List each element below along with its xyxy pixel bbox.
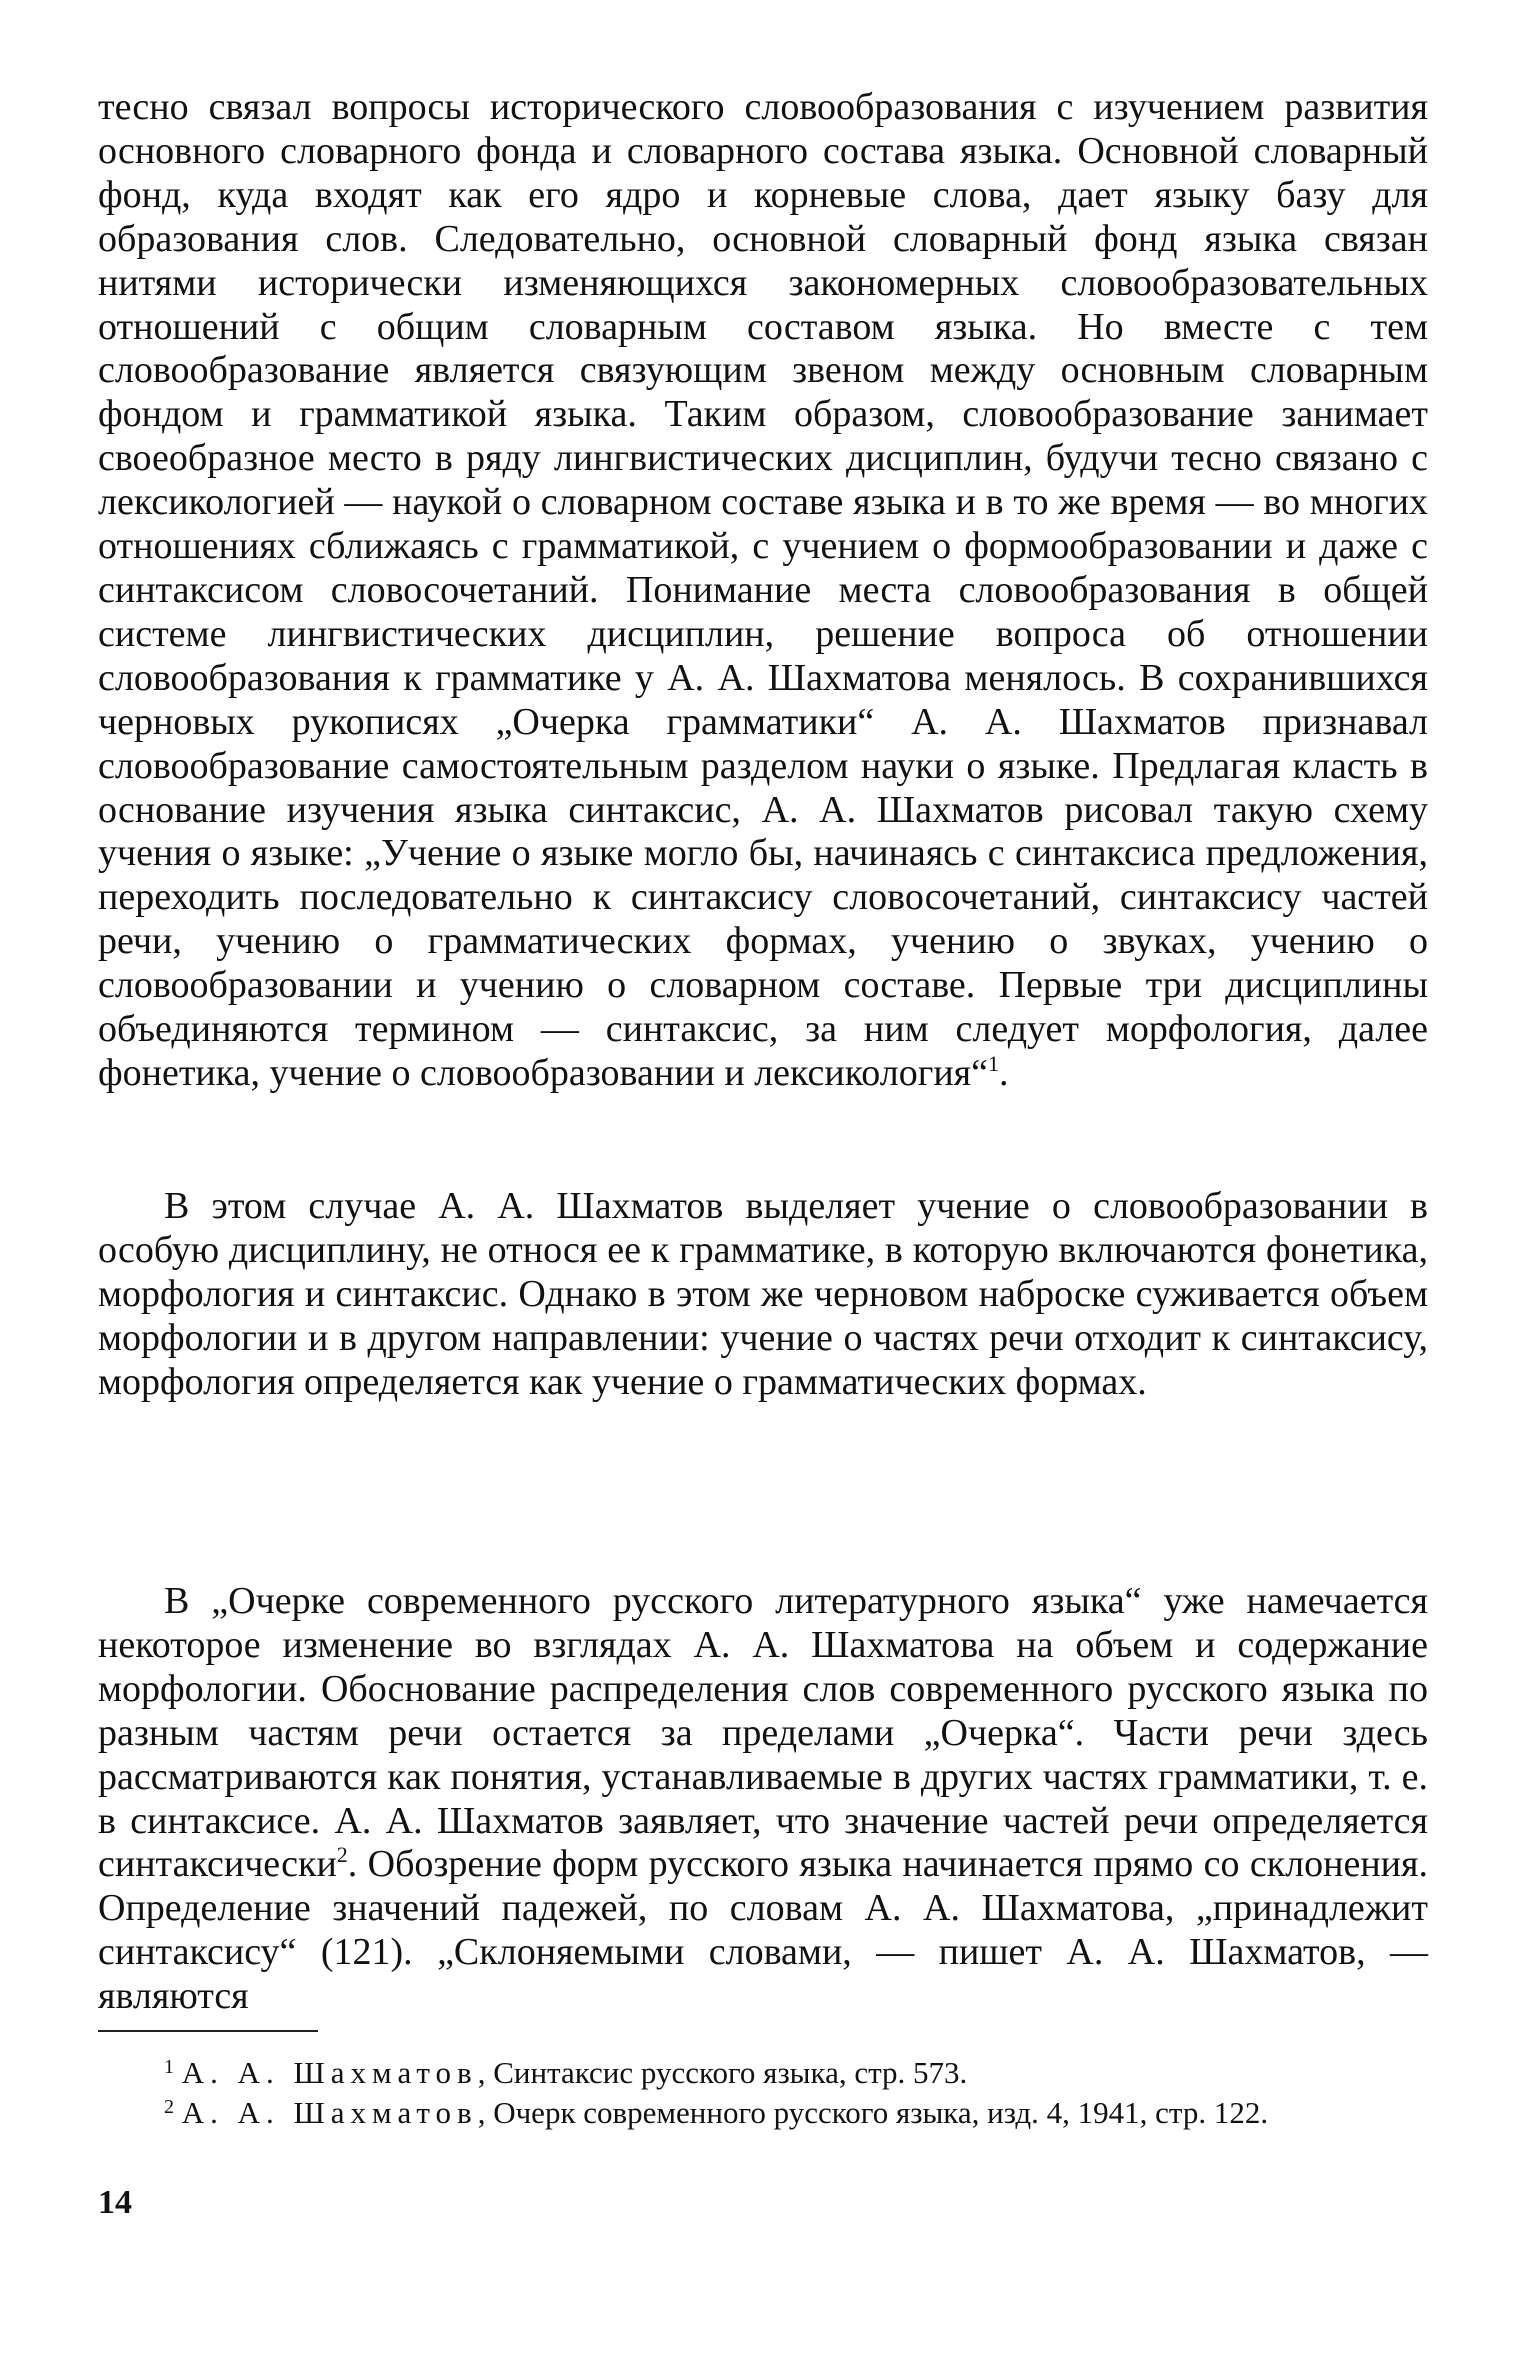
footnotes-block (98, 2053, 1428, 2133)
footnote-2-marker: 2 (164, 2096, 174, 2118)
body-paragraph-3 (98, 1580, 1428, 2019)
footnote-reference-2[interactable]: 2 (336, 1842, 348, 1868)
page-number: 14 (98, 2184, 132, 2221)
paragraph-1-tail: . (999, 1051, 1009, 1094)
footnote-1-author: А. А. Шахматов (181, 2055, 478, 2090)
footnote-2-rest: , Очерк современного русского языка, изд. 4, 1941, стр. 122. (477, 2095, 1269, 2130)
footnote-separator-rule (98, 2030, 318, 2032)
paragraph-2-text: В этом случае А. А. Шахматов выделяет учение о словообразовании в особую дисциплину, не относя ее к грамматике, в которую включаются фонетика, морфология и синтаксис. Однако в этом же черновом наброске суживается объем морфологии и в другом направлении: учение о частях речи отходит к синтаксису, морфология определяется как учение о грамматических формах. (98, 1185, 1428, 1403)
body-paragraph-1 (98, 86, 1428, 1096)
footnote-1 (98, 2053, 1428, 2093)
footnote-1-marker: 1 (164, 2056, 174, 2078)
paragraph-3-text-before: В „Очерке современного русского литературного языка“ уже намечается некоторое изменение во взглядах А. А. Шахматова на объем и содержание морфологии. Обоснование распределения слов современного русского языка по разным частям речи остается за пределами „Очерка“. Части речи здесь рассматриваются как понятия, устанавливаемые в других частях грамматики, т. е. в синтаксисе. А. А. Шахматов заявляет, что значение частей речи определяется синтаксически (98, 1580, 1428, 1886)
footnote-2 (98, 2093, 1428, 2133)
body-paragraph-2 (98, 1185, 1428, 1405)
paragraph-3-text-after: . Обозрение форм русского языка начинается прямо со склонения. Определение значений падежей, по словам А. А. Шахматова, „принадлежит синтаксису“ (121). „Склоняемыми словами, — пишет А. А. Шахматов, — являются (98, 1843, 1428, 2018)
footnote-2-author: А. А. Шахматов (181, 2095, 478, 2130)
footnote-reference-1[interactable]: 1 (988, 1050, 999, 1076)
footnote-1-rest: , Синтаксис русского языка, стр. 573. (477, 2055, 968, 2090)
paragraph-1-text: тесно связал вопросы исторического словообразования с изучением развития основного словарного фонда и словарного состава языка. Основной словарный фонд, куда входят как его ядро и корневые слова, дает языку базу для образования слов. Следовательно, основной словарный фонд языка связан нитями исторически изменяющихся закономерных словообразовательных отношений с общим словарным составом языка. Но вместе с тем словообразование является связующим звеном между основным словарным фондом и грамматикой языка. Таким образом, словообразование занимает своеобразное место в ряду лингвистических дисциплин, будучи тесно связано с лексикологией — наукой о словарном составе языка и в то же время — во многих отношениях сближаясь с грамматикой, с учением о формообразовании и даже с синтаксисом словосочетаний. Понимание места словообразования в общей системе лингвистических дисциплин, решение вопроса об отношении словообразования к грамматике у А. А. Шахматова менялось. В сохранившихся черновых рукописях „Очерка грамматики“ А. А. Шахматов признавал словообразование самостоятельным разделом науки о языке. Предлагая класть в основание изучения языка синтаксис, А. А. Шахматов рисовал такую схему учения о языке: „Учение о языке могло бы, начинаясь с синтаксиса предложения, переходить последовательно к синтаксису словосочетаний, синтаксису частей речи, учению о грамматических формах, учению о звуках, учению о словообразовании и учению о словарном составе. Первые три дисциплины объединяются термином — синтаксис, за ним следует морфология, далее фонетика, учение о словообразовании и лексикология“ (98, 86, 1428, 1094)
